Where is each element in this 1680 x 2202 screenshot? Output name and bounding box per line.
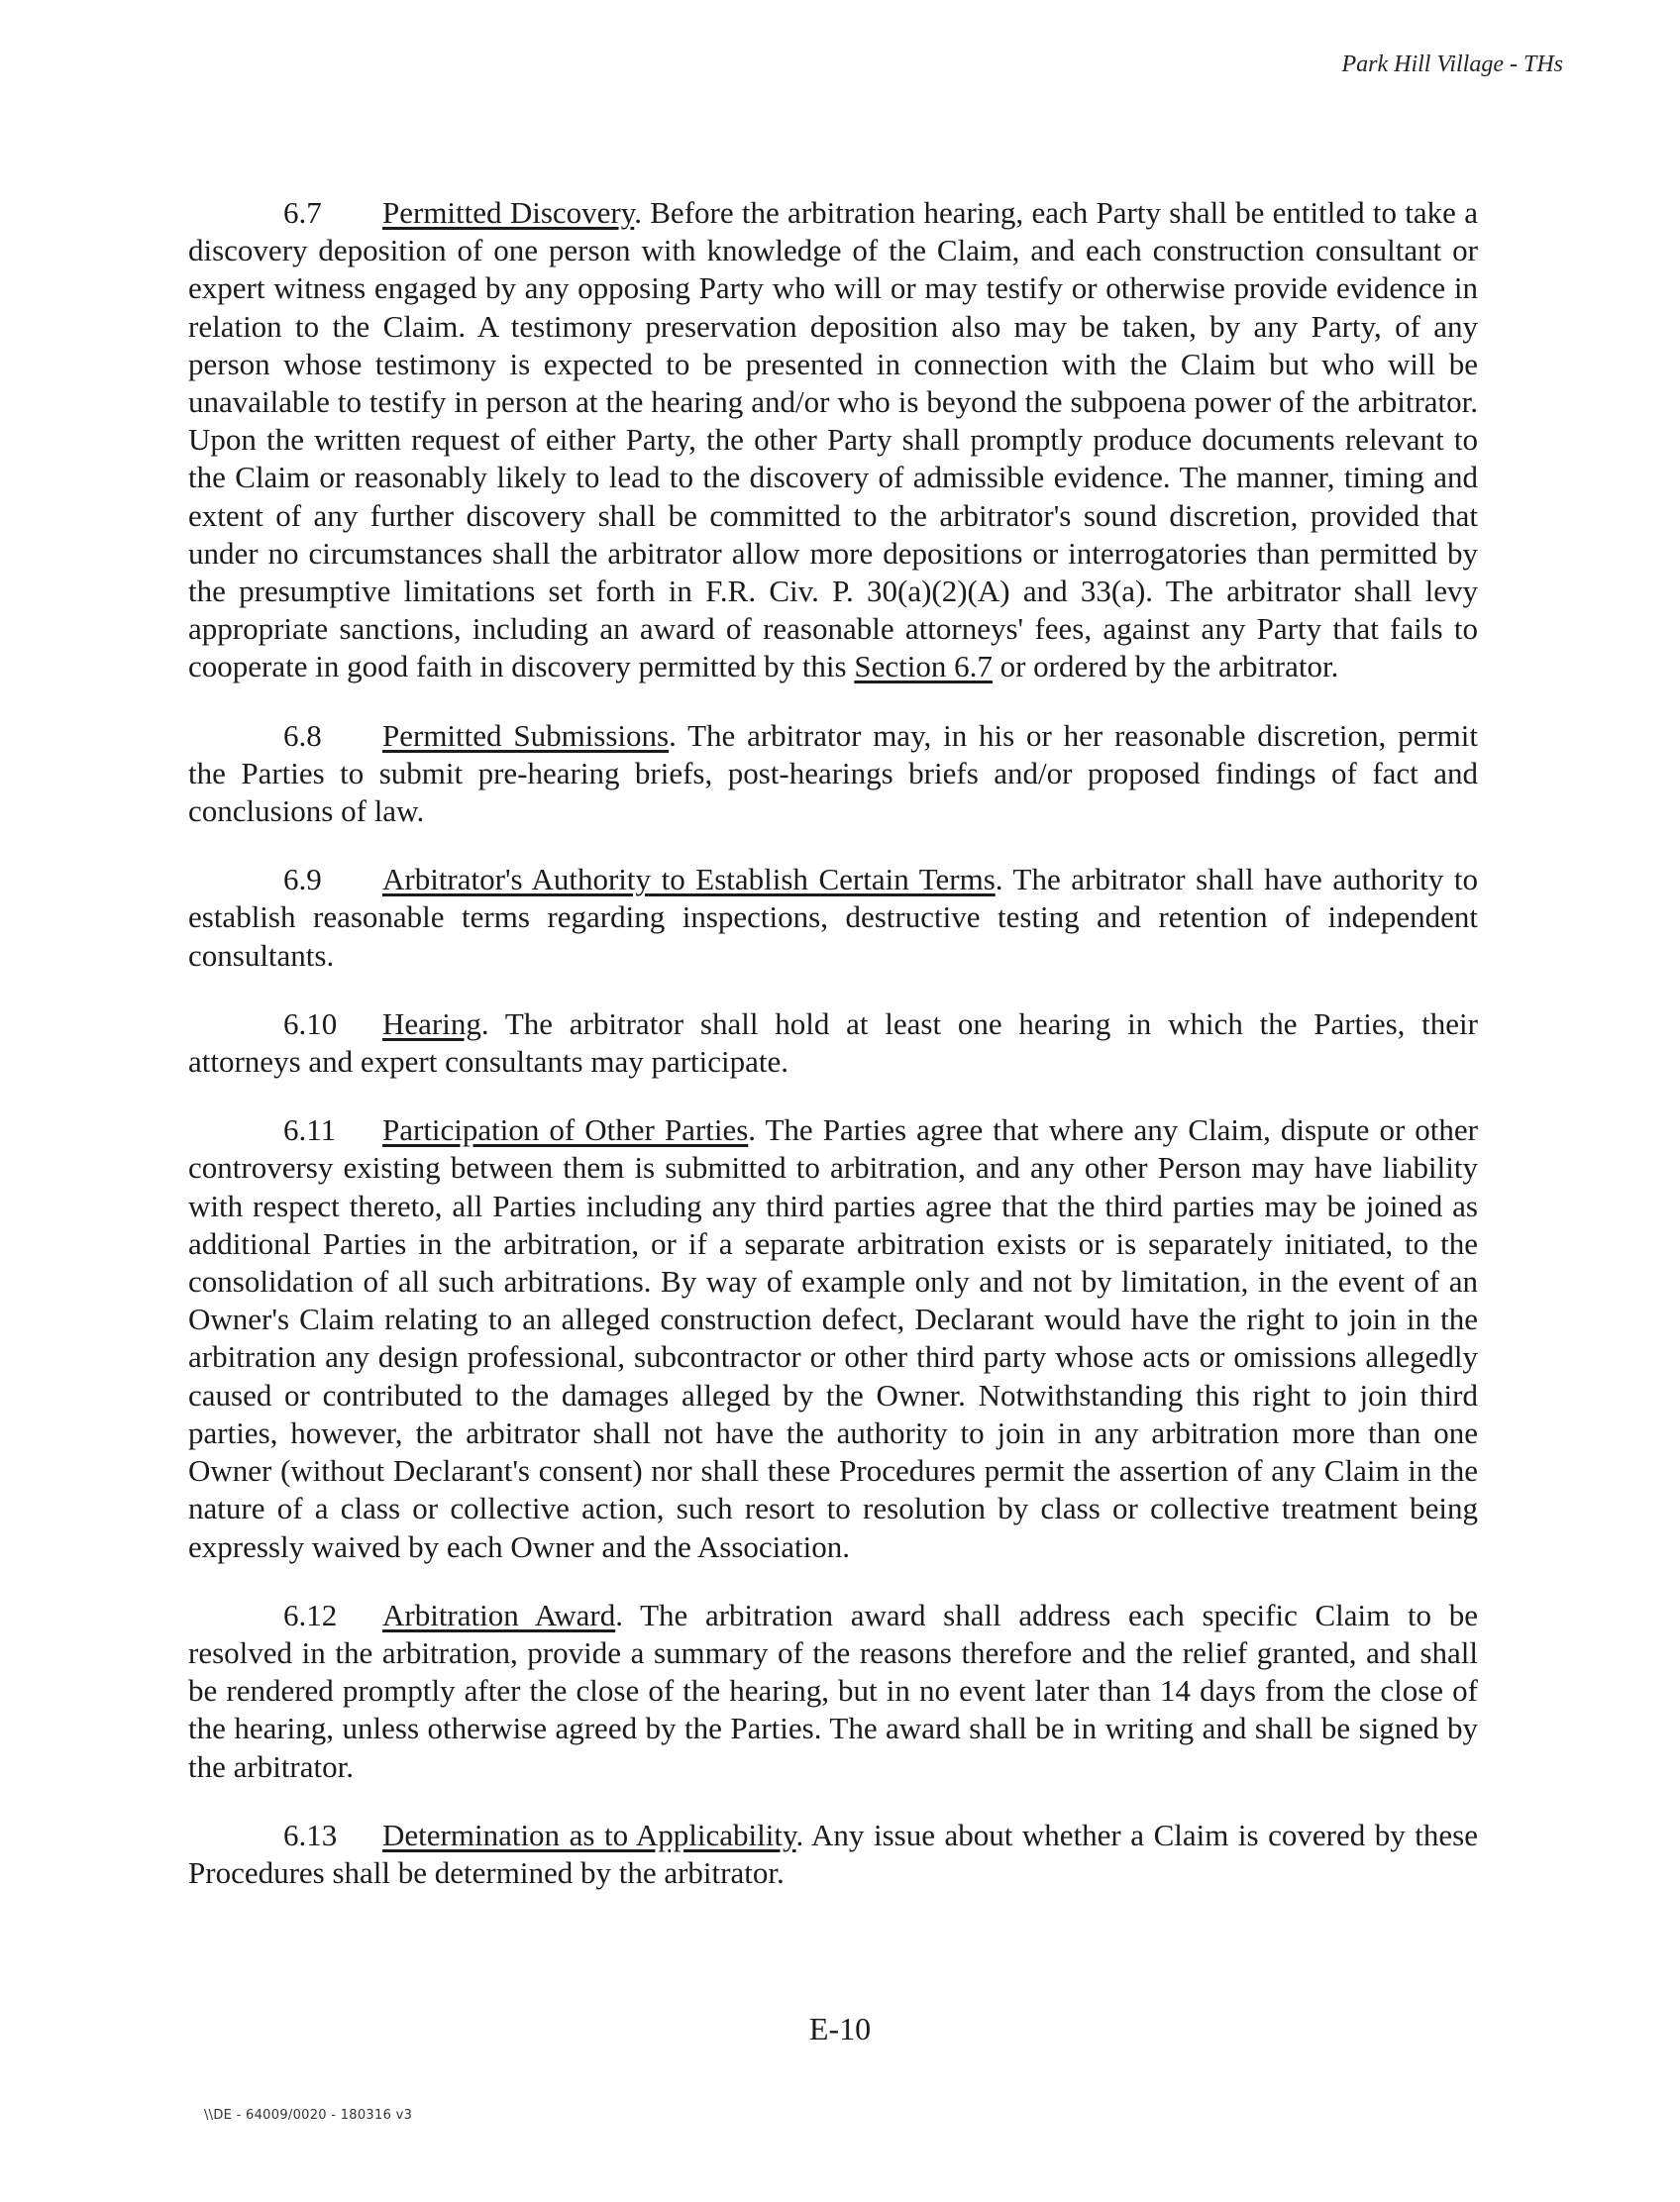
section-number: 6.13	[283, 1817, 338, 1852]
section-6-7	[188, 194, 1478, 686]
document-body	[188, 194, 1478, 1923]
document-id: \\DE - 64009/0020 - 180316 v3	[204, 2108, 413, 2123]
section-title: Permitted Discovery	[382, 195, 635, 230]
section-text: . Any issue about whether a Claim is covered by these Procedures shall be determined by the arbitrator.	[188, 1817, 1478, 1890]
section-title: Arbitration Award	[382, 1597, 616, 1632]
section-title: Determination as to Applicability	[382, 1817, 796, 1852]
section-text: . The Parties agree that where any Claim, dispute or other controversy existing between them is submitted to arbitration, and any other Person may have liability with respect thereto, all Parties including any third parties agree that the third parties may be joined as additional Parties in the arbitration, or if a separate arbitration exists or is separately initiated, to the consolidation of all such arbitrations. By way of example only and not by limitation, in the event of an Owner's Claim relating to an alleged construction defect, Declarant would have the right to join in the arbitration any design professional, subcontractor or other third party whose acts or omissions allegedly caused or contributed to the damages alleged by the Owner. Notwithstanding this right to join third parties, however, the arbitrator shall not have the authority to join in any arbitration more than one Owner (without Declarant's consent) nor shall these Procedures permit the assertion of any Claim in the nature of a class or collective action, such resort to resolution by class or collective treatment being expressly waived by each Owner and the Association.	[188, 1112, 1478, 1564]
section-6-11	[188, 1111, 1478, 1565]
section-6-12	[188, 1597, 1478, 1786]
section-title: Arbitrator's Authority to Establish Certain Terms	[382, 862, 996, 897]
section-title: Participation of Other Parties	[382, 1112, 749, 1148]
section-cross-reference: Section 6.7	[854, 649, 993, 684]
section-text: . The arbitration award shall address each specific Claim to be resolved in the arbitration, provide a summary of the reasons therefore and the relief granted, and shall be rendered promptly after the close of the hearing, but in no event later than 14 days from the close of the hearing, unless otherwise agreed by the Parties. The award shall be in writing and shall be signed by the arbitrator.	[188, 1597, 1478, 1784]
section-title: Hearing	[382, 1005, 481, 1041]
section-text: . The arbitrator shall hold at least one hearing in which the Parties, their attorneys and expert consultants may participate.	[188, 1005, 1478, 1080]
section-text: . The arbitrator may, in his or her reasonable discretion, permit the Parties to submit pre-hearing briefs, post-hearings briefs and/or proposed findings of fact and conclusions of law.	[188, 717, 1479, 829]
section-text: . Before the arbitration hearing, each Party shall be entitled to take a discovery deposition of one person with knowledge of the Claim, and each construction consultant or expert witness engaged by any opposing Party who will or may testify or otherwise provide evidence in relation to the Claim. A testimony preservation deposition also may be taken, by any Party, of any person whose testimony is expected to be presented in connection with the Claim but who will be unavailable to testify in person at the hearing and/or who is beyond the subpoena power of the arbitrator. Upon the written request of either Party, the other Party shall promptly produce documents relevant to the Claim or reasonably likely to lead to the discovery of admissible evidence. The manner, timing and extent of any further discovery shall be committed to the arbitrator's sound discretion, provided that under no circumstances shall the arbitrator allow more depositions or interrogatories than permitted by the presumptive limitations set forth in F.R. Civ. P. 30(a)(2)(A) and 33(a). The arbitrator shall levy appropriate sanctions, including an award of reasonable attorneys' fees, against any Party that fails to cooperate in good faith in discovery permitted by this	[188, 195, 1478, 684]
section-number: 6.12	[283, 1597, 338, 1632]
section-number: 6.7	[283, 195, 322, 230]
running-header: Park Hill Village - THs	[1341, 52, 1563, 77]
section-number: 6.8	[283, 717, 322, 753]
page-number: E-10	[808, 2011, 872, 2046]
section-text: . The arbitrator shall have authority to establish reasonable terms regarding inspections, destructive testing and retention of independent consultants.	[188, 862, 1478, 973]
section-text-end: or ordered by the arbitrator.	[992, 649, 1339, 684]
section-number: 6.11	[283, 1112, 337, 1148]
section-6-8	[188, 717, 1478, 831]
section-6-9	[188, 861, 1478, 975]
section-6-13	[188, 1817, 1478, 1892]
section-number: 6.9	[283, 862, 322, 897]
section-6-10	[188, 1005, 1478, 1081]
section-number: 6.10	[283, 1005, 338, 1041]
section-title: Permitted Submissions	[382, 717, 670, 753]
